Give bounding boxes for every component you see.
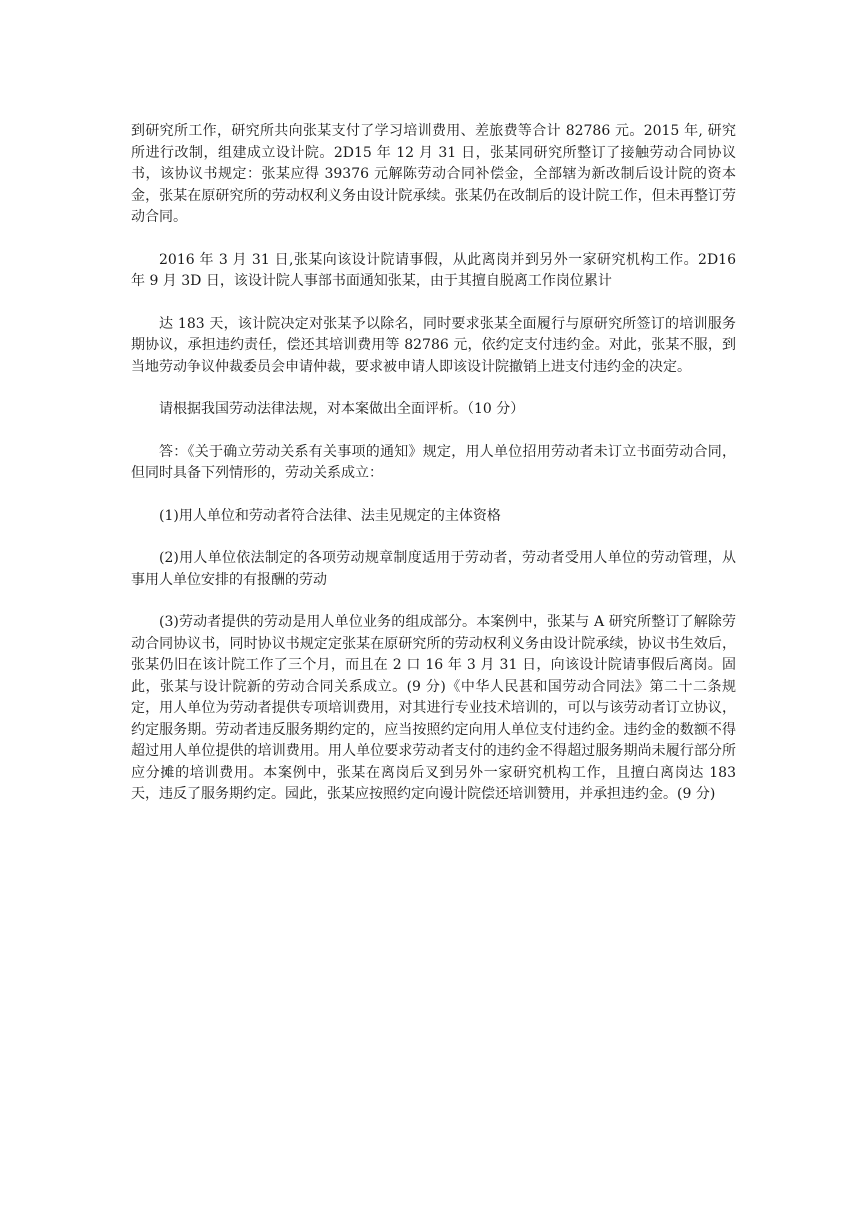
paragraph-leave-event: 2016 年 3 月 31 日,张某向该设计院请事假，从此离岗并到另外一家研究机构工作。2D16 年 9 月 3D 日，该设计院人事部书面通知张某，由于其擅自脱离工作岗位累计	[131, 251, 736, 289]
paragraph-dismissal: 达 183 天，该计院决定对张某予以除名，同时要求张某全面履行与原研究所签订的培训服务期协议，承担违约责任，偿还其培训费用等 82786 元，依约定支付违约金。对此，张某不服，到当地劳动争议仲裁委员会申请仲裁，要求被申请人即该设计院撤销上进支付违约金的决定。	[131, 315, 736, 375]
paragraph-answer-intro: 答：《关于确立劳动关系有关事项的通知》规定，用人单位招用劳动者未订立书面劳动合同，但同时具备下列情形的，劳动关系成立：	[131, 443, 736, 481]
paragraph-condition-2: (2)用人单位依法制定的各项劳动规章制度适用于劳动者，劳动者受用人单位的劳动管理，从事用人单位安排的有报酬的劳动	[131, 550, 736, 588]
paragraph-case-background: 到研究所工作，研究所共向张某支付了学习培训费用、差旅费等合计 82786 元。2015 年, 研究所进行改制，组建成立设计院。2D15 年 12 月 31 日，张某同研究所整订了接触劳动合同协议书，该协议书规定：张某应得 39376 元解陈劳动合同补偿金，全部辖为新改制后设计院的资本金，张某在原研究所的劳动权利义务由设计院承续。张某仍在改制后的设计院工作，但未再整订劳动合同。	[131, 123, 736, 225]
paragraph-condition-3-analysis: (3)劳动者提供的劳动是用人单位业务的组成部分。本案例中，张某与 A 研究所整订了解除劳动合同协议书，同时协议书规定定张某在原研究所的劳动权利义务由设计院承续，协议书生效后，张某仍旧在该计院工作了三个月，而且在 2 口 16 年 3 月 31 日，向该设计院请事假后离岗。固此，张某与设计院新的劳动合同关系成立。(9 分)《中华人民甚和国劳动合同法》第二十二条规定，用人单位为劳动者提供专项培训费用，对其进行专业技术培训的，可以与该劳动者订立协议，约定服务期。劳动者违反服务期约定的，应当按照约定向用人单位支付违约金。违约金的数额不得超过用人单位提供的培训费用。用人单位要求劳动者支付的违约金不得超过服务期尚未履行部分所应分摊的培训费用。本案例中，张某在离岗后叉到另外一家研究机构工作，且擅白离岗达 183 天，违反了服务期约定。园此，张某应按照约定向谩计院偿还培训赞用，并承担违约金。(9 分)	[131, 614, 736, 802]
document-body	[131, 121, 736, 827]
paragraph-question: 请根据我国劳动法律法规，对本案做出全面评析。（10 分）	[159, 401, 525, 417]
paragraph-condition-1: (1)用人单位和劳动者符合法律、法圭见规定的主体资格	[159, 507, 501, 524]
